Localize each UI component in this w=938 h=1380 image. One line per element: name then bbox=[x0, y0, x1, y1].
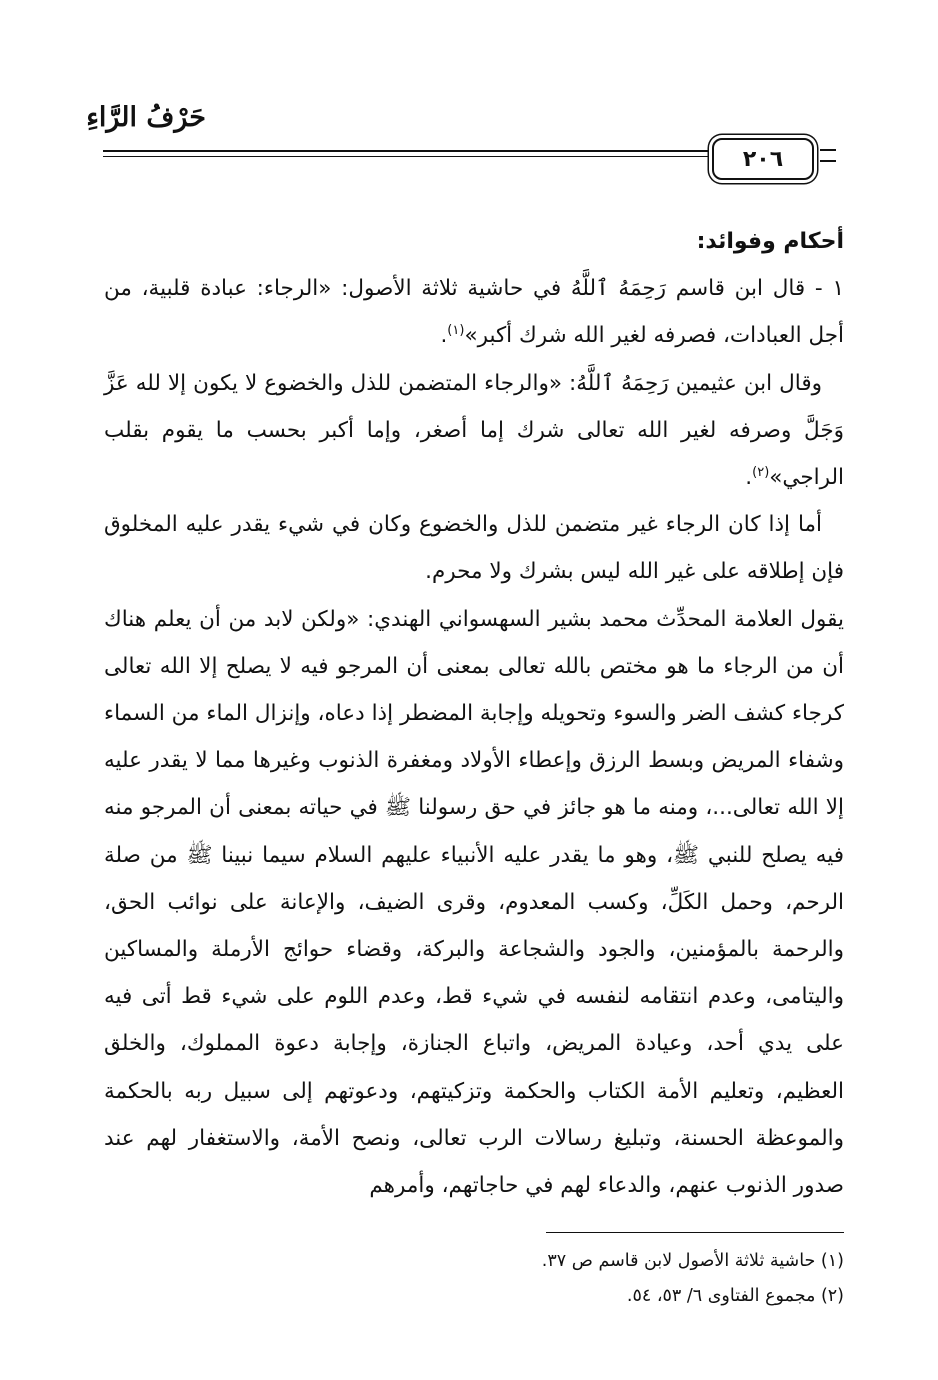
footnotes bbox=[104, 1244, 844, 1314]
paragraph-text: ١ - قال ابن قاسم رَحِمَهُ ٱللَّهُ في حاشية ثلاثة الأصول: «الرجاء: عبادة قلبية، من أجل العبادات، فصرفه لغير الله شرك أكبر» bbox=[104, 276, 844, 349]
section-heading: أحكام وفوائد: bbox=[696, 229, 844, 254]
paragraph-ibn-uthaymin bbox=[104, 360, 844, 502]
main-text bbox=[104, 218, 844, 1209]
page-number-ornament bbox=[820, 149, 836, 162]
footnote-ref-2: (٢) bbox=[752, 464, 770, 480]
chapter-title: حَرْفُ الرَّاءِ bbox=[86, 102, 206, 133]
paragraph-ibn-qasim bbox=[104, 265, 844, 359]
paragraph-text: وقال ابن عثيمين رَحِمَهُ ٱللَّهُ: «والرجاء المتضمن للذل والخضوع لا يكون إلا لله عَزَّ وَجَلَّ وصرفه لغير الله تعالى شرك إما أصغر، وإما أكبر بحسب ما يقوم بقلب الراجي» bbox=[104, 370, 844, 491]
paragraph-end: . bbox=[745, 465, 753, 491]
header-rule bbox=[103, 150, 816, 152]
footnote-2: (٢) مجموع الفتاوى ٦/ ٥٣، ٥٤. bbox=[626, 1286, 844, 1306]
footnote-1: (١) حاشية ثلاثة الأصول لابن قاسم ص ٣٧. bbox=[541, 1251, 844, 1271]
paragraph-end: . bbox=[440, 323, 448, 349]
header-rule-thin bbox=[103, 156, 816, 157]
paragraph-permissible-hope: أما إذا كان الرجاء غير متضمن للذل والخضوع وكان في شيء يقدر عليه المخلوق فإن إطلاقه على غير الله ليس بشرك ولا محرم. bbox=[104, 512, 844, 585]
footnote-ref-1: (١) bbox=[447, 323, 465, 339]
footnote-separator bbox=[546, 1232, 844, 1233]
paragraph-sahsawani: يقول العلامة المحدِّث محمد بشير السهسواني الهندي: «ولكن لابد من أن يعلم هناك أن من الرجاء ما هو مختص بالله تعالى بمعنى أن المرجو فيه لا يصلح إلا الله تعالى كرجاء كشف الضر والسوء وتحويله وإجابة المضطر إذا دعاه، وإنزال الماء من السماء وشفاء المريض وبسط الرزق وإعطاء الأولاد ومغفرة الذنوب وغيرها مما لا يقدر عليه إلا الله تعالى...، ومنه ما هو جائز في حق رسولنا ﷺ في حياته بمعنى أن المرجو منه فيه يصلح للنبي ﷺ، وهو ما يقدر عليه الأنبياء عليهم السلام سيما نبينا ﷺ من صلة الرحم، وحمل الكَلِّ، وكسب المعدوم، وقرى الضيف، والإعانة على نوائب الحق، والرحمة بالمؤمنين، والجود والشجاعة والبركة، وقضاء حوائج الأرملة والمساكين واليتامى، وعدم انتقامه لنفسه في شيء قط، وعدم اللوم على شيء قط أتى فيه على يدي أحد، وعيادة المريض، واتباع الجنازة، وإجابة دعوة المملوك، والخلق العظيم، وتعليم الأمة الكتاب والحكمة وتزكيتهم، ودعوتهم إلى سبيل ربه بالحكمة والموعظة الحسنة، وتبليغ رسالات الرب تعالى، ونصح الأمة، والاستغفار لهم عند صدور الذنوب عنهم، والدعاء لهم في حاجاتهم، وأمرهم bbox=[104, 606, 844, 1199]
page-number: ٢٠٦ bbox=[712, 138, 814, 180]
